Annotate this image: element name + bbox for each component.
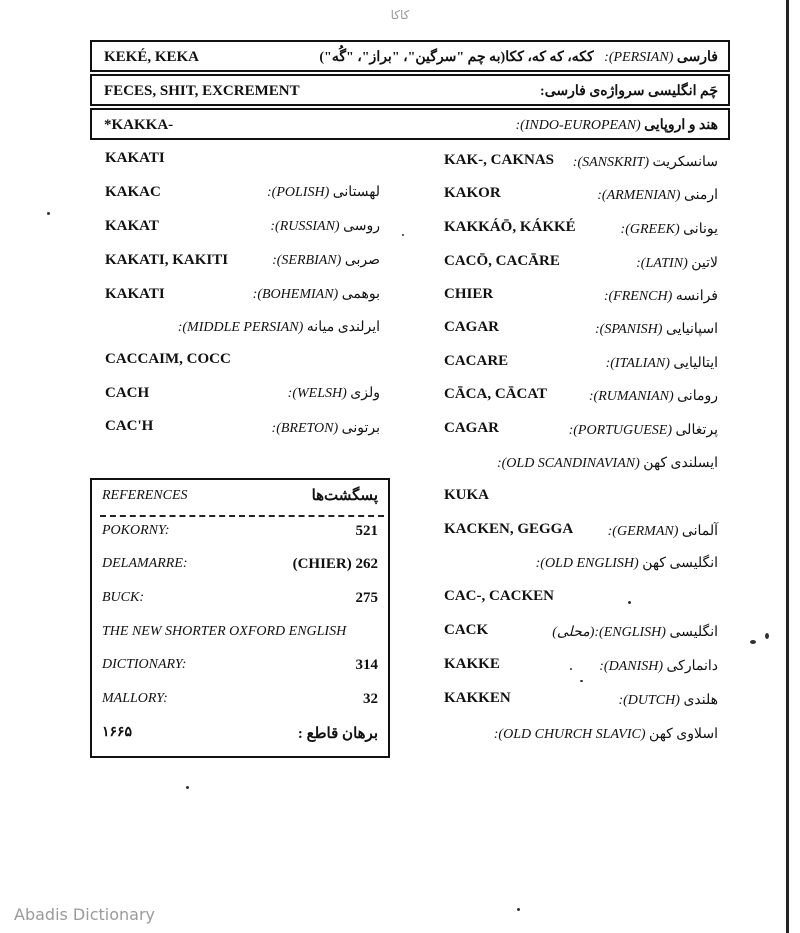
lang-english: (WELSH):	[287, 386, 347, 401]
right-lang-14	[552, 624, 718, 641]
ref-label-3: THE NEW SHORTER OXFORD ENGLISH	[102, 624, 347, 639]
ref-value-6: برهان قاطع :	[297, 726, 378, 742]
right-word-15: KAKKE	[444, 656, 500, 672]
root-label	[515, 117, 718, 134]
lang-persian: یونانی	[683, 222, 718, 237]
right-word-10: KUKA	[444, 487, 489, 503]
scan-speck	[570, 668, 572, 670]
ref-label-6: ۱۶۶۵	[102, 725, 133, 740]
lang-english: (PORTUGUESE):	[568, 423, 673, 438]
lang-english: (DUTCH):	[618, 693, 680, 708]
left-word-3: KAKATI, KAKITI	[105, 252, 229, 268]
persian-label: فارسی	[676, 50, 718, 65]
scan-speck	[517, 908, 520, 911]
lang-persian: ایسلندی کهن	[643, 456, 718, 471]
lang-persian: ارمنی	[683, 188, 718, 203]
lang-persian: هلندی	[683, 693, 718, 708]
lang-persian: برتونی	[341, 421, 380, 436]
meaning-persian: چَم انگلیسی سرواژه‌ی فارسی:	[540, 84, 718, 99]
header-row-meaning	[90, 74, 730, 106]
left-lang-3	[272, 252, 380, 269]
right-lang-4	[604, 288, 718, 305]
left-lang-7	[288, 385, 380, 402]
header-persian-def	[319, 49, 718, 66]
watermark: Abadis Dictionary	[14, 905, 155, 924]
ref-value-0: 521	[355, 523, 378, 539]
right-word-5: CAGAR	[444, 319, 499, 335]
header-row-root	[90, 108, 730, 140]
ref-label-4: DICTIONARY:	[102, 657, 187, 672]
lang-english: (OLD CHURCH SLAVIC):	[493, 727, 646, 742]
lang-english: (ITALIAN):	[605, 356, 670, 371]
ref-label-5: MALLORY:	[102, 691, 168, 706]
scan-speck	[628, 601, 631, 604]
right-lang-17	[494, 726, 718, 743]
scan-speck	[186, 786, 189, 789]
lang-persian: لاتین	[691, 256, 718, 271]
lang-english: (SERBIAN):	[272, 253, 342, 268]
page-edge-rule	[786, 0, 789, 933]
persian-text: ککه، که که، ککا(به چم "سرگین"، "براز"، "گُه")	[319, 50, 594, 65]
right-word-14: CACK	[444, 622, 489, 638]
lang-persian: روسی	[343, 219, 380, 234]
lang-persian: آلمانی	[681, 524, 718, 539]
root-english-label: (INDO-EUROPEAN):	[515, 118, 641, 133]
references-header: REFERENCES	[102, 488, 188, 503]
root-persian-label: هند و اروپایی	[644, 118, 718, 133]
header-latin-word: KEKÉ, KEKA	[104, 49, 200, 65]
scan-speck	[750, 640, 756, 644]
page-title: کاکا	[390, 8, 410, 22]
right-word-1: KAKOR	[444, 185, 501, 201]
lang-english: (POLISH):	[267, 185, 330, 200]
lang-english: (MIDDLE PERSIAN):	[177, 320, 304, 335]
ref-label-2: BUCK:	[102, 590, 144, 605]
scan-speck	[47, 212, 50, 215]
scan-speck	[402, 234, 404, 236]
references-divider	[100, 515, 384, 517]
left-lang-2	[270, 218, 380, 235]
left-lang-5	[178, 319, 380, 336]
right-word-0: KAK-, CAKNAS	[444, 152, 555, 168]
left-word-6: CACCAIM, COCC	[105, 351, 231, 367]
ref-value-4: 314	[355, 657, 378, 673]
right-word-8: CAGAR	[444, 420, 499, 436]
lang-persian: ایتالیایی	[673, 356, 718, 371]
left-lang-4	[253, 286, 380, 303]
right-word-4: CHIER	[444, 286, 494, 302]
right-lang-1	[597, 187, 718, 204]
right-lang-6	[606, 355, 718, 372]
ref-label-0: POKORNY:	[102, 523, 170, 538]
lang-persian: انگلیسی	[669, 625, 718, 640]
lang-persian: ایرلندی میانه	[306, 320, 380, 335]
lang-persian: ولزی	[350, 386, 380, 401]
lang-persian: صربی	[344, 253, 380, 268]
lang-english: (SPANISH):	[595, 322, 663, 337]
ref-value-1: (CHIER) 262	[292, 556, 378, 572]
left-lang-8	[272, 420, 380, 437]
right-lang-9	[497, 455, 718, 472]
right-word-3: CACŌ, CACĀRE	[444, 253, 560, 269]
lang-english: (GERMAN):	[607, 524, 679, 539]
right-lang-15	[599, 658, 718, 675]
lang-persian: انگلیسی کهن	[642, 556, 718, 571]
left-lang-1	[267, 184, 380, 201]
lang-english: (RUMANIAN):	[588, 389, 674, 404]
lang-persian: پرتغالی	[675, 423, 718, 438]
right-lang-3	[636, 255, 718, 272]
left-word-8: CAC'H	[105, 418, 154, 434]
right-word-2: KAKKÁŌ, KÁKKÉ	[444, 219, 576, 235]
left-word-2: KAKAT	[105, 218, 159, 234]
scan-speck	[580, 680, 583, 682]
lang-persian: سانسکریت	[652, 155, 718, 170]
lang-english: (DANISH):	[599, 659, 664, 674]
lang-persian: لهستانی	[332, 185, 380, 200]
lang-english: (BRETON):	[271, 421, 339, 436]
left-word-1: KAKAC	[105, 184, 161, 200]
ref-value-2: 275	[355, 590, 378, 606]
lang-english: (GREEK):	[620, 222, 680, 237]
lang-english: (FRENCH):	[603, 289, 673, 304]
lang-english: (ARMENIAN):	[597, 188, 681, 203]
references-header-persian: پسگشت‌ها	[311, 488, 378, 504]
header-row-persian	[90, 40, 730, 72]
lang-english: (LATIN):	[636, 256, 688, 271]
lang-persian: اسپانیایی	[665, 322, 718, 337]
scan-speck	[765, 633, 769, 639]
left-word-0: KAKATI	[105, 150, 165, 166]
right-lang-12	[536, 555, 718, 572]
left-word-7: CACH	[105, 385, 150, 401]
left-word-4: KAKATI	[105, 286, 165, 302]
lang-english: (SANSKRIT):	[572, 155, 650, 170]
right-word-6: CACARE	[444, 353, 509, 369]
references-box	[90, 478, 390, 758]
lang-english: (OLD ENGLISH):	[535, 556, 639, 571]
ref-value-5: 32	[363, 691, 378, 707]
persian-english-label: (PERSIAN):	[604, 50, 674, 65]
lang-persian: فرانسه	[675, 289, 718, 304]
lang-persian: اسلاوی کهن	[649, 727, 718, 742]
right-word-16: KAKKEN	[444, 690, 511, 706]
right-lang-11	[608, 523, 718, 540]
lang-persian: دانمارکی	[666, 659, 718, 674]
ref-label-1: DELAMARRE:	[102, 556, 188, 571]
lang-persian: بوهمی	[341, 287, 380, 302]
lang-english: (BOHEMIAN):	[252, 287, 339, 302]
right-word-11: KACKEN, GEGGA	[444, 521, 574, 537]
right-lang-5	[595, 321, 718, 338]
root-word: *KAKKA-	[104, 117, 174, 133]
lang-english: (OLD SCANDINAVIAN):	[496, 456, 640, 471]
lang-english: (RUSSIAN):	[270, 219, 340, 234]
right-word-7: CĀCA, CĀCAT	[444, 386, 548, 402]
right-lang-16	[618, 692, 718, 709]
right-lang-2	[621, 221, 718, 238]
meaning-latin: FECES, SHIT, EXCREMENT	[104, 83, 300, 99]
lang-english: (ENGLISH):(محلی)	[552, 625, 666, 640]
right-lang-7	[589, 388, 718, 405]
lang-persian: رومانی	[677, 389, 718, 404]
right-word-13: CAC-, CACKEN	[444, 588, 554, 604]
right-lang-0	[573, 154, 718, 171]
right-lang-8	[569, 422, 718, 439]
